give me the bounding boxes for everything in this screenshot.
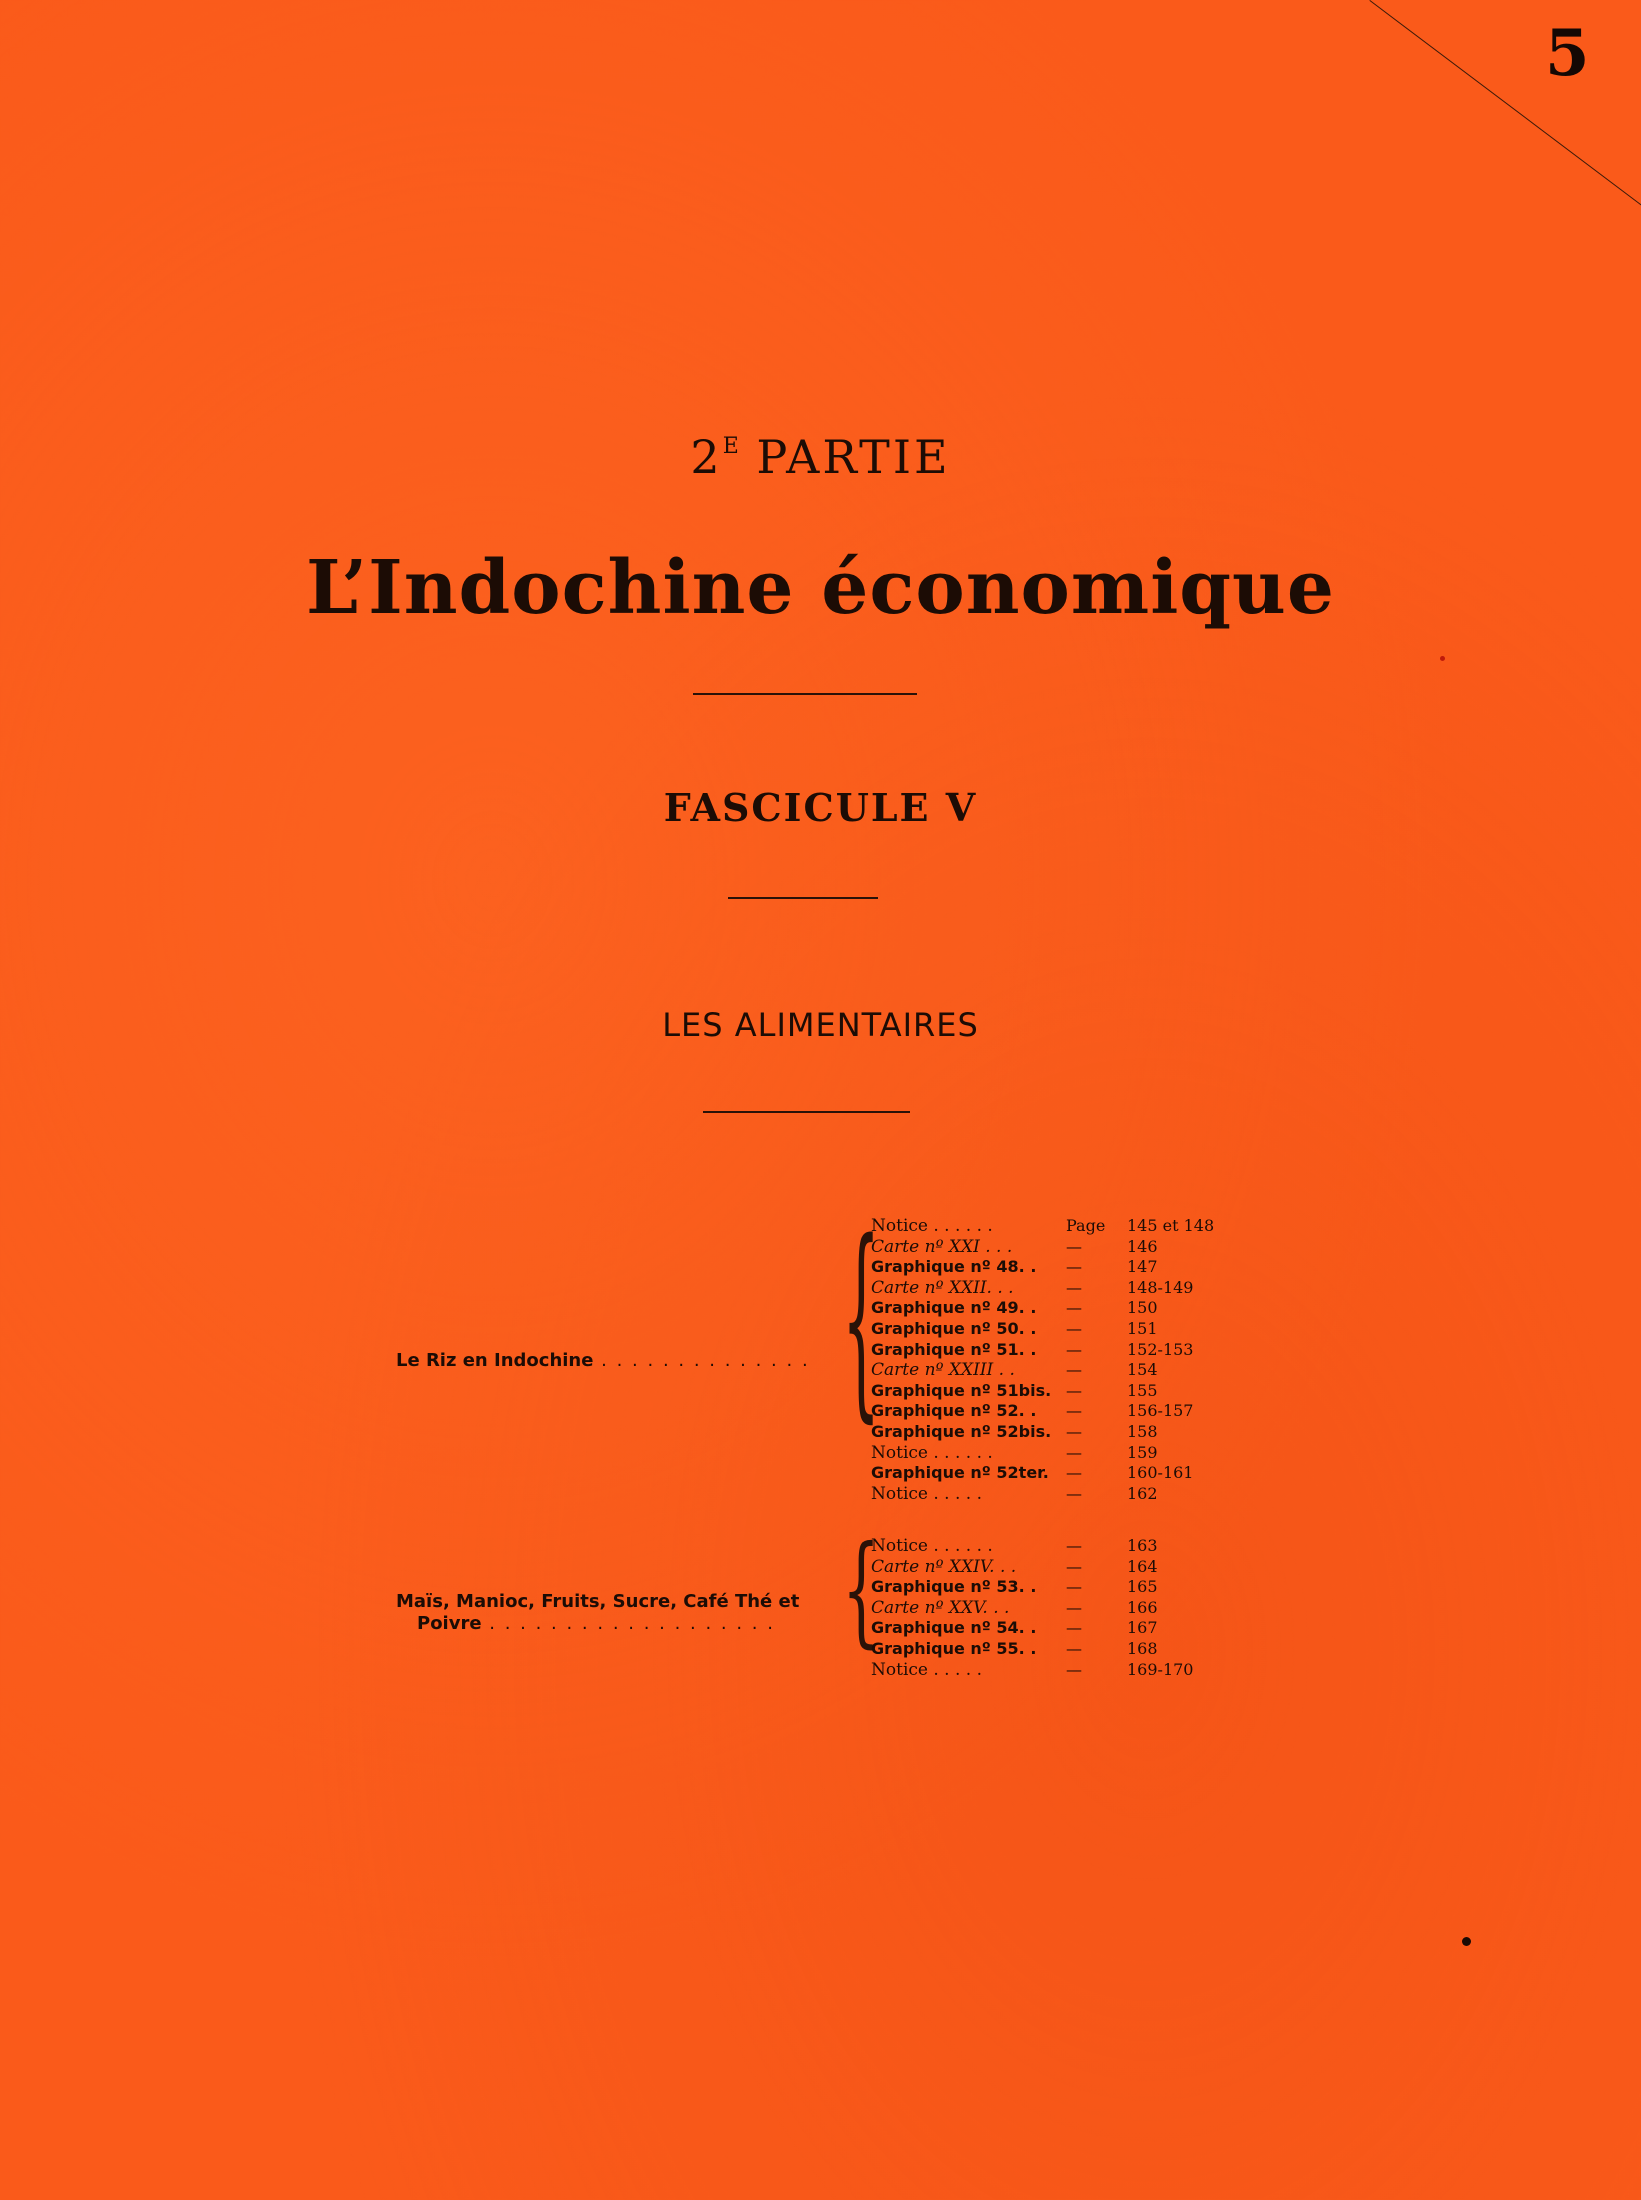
toc-entry-label: Graphique nº 50. . (871, 1319, 1037, 1338)
toc-entry-pages: 164 (1127, 1556, 1158, 1576)
toc-entry-label: Carte nº XXIII . . (871, 1360, 1015, 1381)
corner-diagonal-line (1369, 0, 1641, 205)
toc-entry-label: Graphique nº 52ter. (871, 1463, 1049, 1483)
toc-entry-page-marker: — (1066, 1401, 1082, 1421)
toc-group-label-line2: Poivre (417, 1613, 482, 1634)
toc-entry-pages: 169-170 (1127, 1659, 1194, 1679)
toc-entry-pages: 163 (1127, 1536, 1158, 1555)
toc-entry-pages: 155 (1127, 1380, 1158, 1400)
partie-word: PARTIE (756, 430, 951, 484)
toc-entry-page-marker: — (1066, 1298, 1082, 1318)
toc-entry-pages: 154 (1127, 1360, 1158, 1380)
partie-heading (0, 430, 1641, 484)
toc-entry-page-marker: — (1066, 1236, 1082, 1256)
toc-entry-page-marker: — (1066, 1422, 1082, 1441)
partie-number: 2 (690, 430, 723, 484)
toc-entry-label: Notice . . . . . . (871, 1216, 993, 1236)
toc-entry-label: Notice . . . . . (871, 1483, 982, 1504)
toc-entry-pages: 167 (1127, 1618, 1158, 1638)
toc-group-label-line1: Maïs, Manioc, Fruits, Sucre, Café Thé et (396, 1591, 800, 1612)
toc-entry-label: Notice . . . . . . (871, 1442, 993, 1463)
toc-entry-label: Carte nº XXIV. . . (871, 1556, 1017, 1577)
toc-group-label-text: Le Riz en Indochine (396, 1350, 594, 1371)
toc-entry-page-marker: — (1066, 1618, 1082, 1638)
toc-entry-page-marker: — (1066, 1639, 1082, 1658)
toc-entry-label: Graphique nº 54. . (871, 1618, 1037, 1638)
toc-entry-page-marker: — (1066, 1257, 1082, 1277)
page-title: L’Indochine économique (306, 545, 1335, 631)
toc-entry-page-marker: — (1066, 1536, 1082, 1555)
divider-rule-1 (693, 693, 917, 695)
toc-entry-page-marker: — (1066, 1380, 1082, 1400)
toc-entry-page-marker: — (1066, 1277, 1082, 1297)
toc-entry-pages: 152-153 (1127, 1339, 1194, 1359)
toc-entry-label: Graphique nº 48. . (871, 1257, 1037, 1277)
ink-speck (1440, 656, 1445, 661)
toc-entry-pages: 159 (1127, 1442, 1158, 1462)
toc-entry-page-marker: — (1066, 1319, 1082, 1338)
toc-entry-label: Graphique nº 51bis. (871, 1380, 1052, 1400)
toc-entry-label: Graphique nº 49. . (871, 1298, 1037, 1318)
toc-entry-label: Graphique nº 55. . (871, 1639, 1037, 1658)
toc-entry-pages: 165 (1127, 1577, 1158, 1597)
toc-entry-pages: 147 (1127, 1257, 1158, 1277)
leader-dots: . . . . . . . . . . . . . . (593, 1350, 810, 1371)
toc-entry-page-marker: — (1066, 1659, 1082, 1679)
ink-speck (1462, 1937, 1471, 1946)
toc-entry-label: Graphique nº 51. . (871, 1339, 1037, 1359)
toc-entry-label: Notice . . . . . . (871, 1536, 993, 1556)
toc-entry-pages: 166 (1127, 1597, 1158, 1617)
toc-entry-pages: 168 (1127, 1639, 1158, 1658)
toc-entry-label: Graphique nº 53. . (871, 1577, 1037, 1597)
toc-entry-label: Graphique nº 52bis. (871, 1422, 1052, 1441)
toc-entry-page-marker: — (1066, 1483, 1082, 1503)
toc-entry-pages: 158 (1127, 1422, 1158, 1441)
toc-entry-label: Graphique nº 52. . (871, 1401, 1037, 1421)
toc-entry-page-marker: — (1066, 1463, 1082, 1483)
toc-entry-page-marker: — (1066, 1556, 1082, 1576)
partie-superscript: E (722, 434, 739, 459)
toc-entry-label: Notice . . . . . (871, 1659, 982, 1680)
toc-entry-pages: 151 (1127, 1319, 1158, 1338)
toc-entry-label: Carte nº XXV. . . (871, 1597, 1010, 1618)
page-number: 5 (1545, 16, 1590, 91)
toc-entry-pages: 148-149 (1127, 1277, 1194, 1297)
brace-group-riz: { (842, 1198, 881, 1444)
toc-entry-page-marker: Page (1066, 1216, 1106, 1235)
toc-entry-page-marker: — (1066, 1360, 1082, 1380)
toc-entry-label: Carte nº XXII. . . (871, 1277, 1014, 1298)
divider-rule-2 (728, 897, 878, 899)
toc-entry-pages: 160-161 (1127, 1463, 1194, 1483)
toc-entry-pages: 145 et 148 (1127, 1216, 1215, 1235)
toc-entry-page-marker: — (1066, 1442, 1082, 1462)
toc-group-label-mais-line2 (417, 1613, 775, 1634)
section-heading: LES ALIMENTAIRES (662, 1006, 979, 1044)
toc-entry-pages: 162 (1127, 1483, 1158, 1503)
fascicule-heading: FASCICULE V (663, 785, 978, 830)
toc-entry-page-marker: — (1066, 1577, 1082, 1597)
toc-entry-page-marker: — (1066, 1597, 1082, 1617)
toc-group-label-mais (396, 1591, 799, 1612)
toc-entry-pages: 156-157 (1127, 1401, 1194, 1421)
brace-group-mais: { (842, 1521, 881, 1661)
toc-entry-page-marker: — (1066, 1339, 1082, 1359)
toc-entry-pages: 146 (1127, 1236, 1158, 1256)
toc-entry-pages: 150 (1127, 1298, 1158, 1318)
toc-group-label-riz (396, 1350, 810, 1371)
leader-dots: . . . . . . . . . . . . . . . . . . . (481, 1613, 775, 1634)
toc-entry-label: Carte nº XXI . . . (871, 1236, 1013, 1257)
divider-rule-3 (703, 1111, 910, 1113)
